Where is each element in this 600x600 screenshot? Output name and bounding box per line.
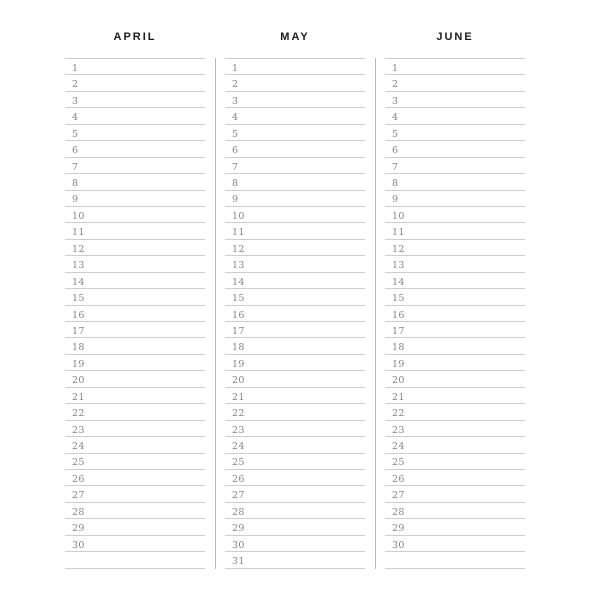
day-number: 31 (232, 556, 245, 568)
day-row (65, 519, 205, 535)
day-number: 14 (232, 276, 245, 288)
day-number: 29 (392, 523, 405, 535)
day-row (65, 289, 205, 305)
day-row (65, 322, 205, 338)
day-number: 7 (392, 161, 399, 173)
day-number: 15 (232, 293, 245, 305)
day-row (65, 108, 205, 124)
day-row (385, 388, 525, 404)
day-row (65, 75, 205, 91)
day-number: 22 (392, 408, 405, 420)
day-row (225, 404, 365, 420)
day-number: 10 (72, 210, 85, 222)
month-title-june: JUNE (436, 31, 474, 43)
day-row (65, 306, 205, 322)
day-row (385, 322, 525, 338)
day-number: 4 (232, 112, 239, 124)
day-row (65, 437, 205, 453)
day-row (65, 338, 205, 354)
month-title-april: APRIL (113, 31, 157, 43)
day-number: 23 (232, 424, 245, 436)
day-number: 24 (392, 441, 405, 452)
day-row (65, 92, 205, 108)
day-list-april (65, 58, 205, 569)
day-row (385, 306, 525, 322)
day-row (65, 503, 205, 519)
day-row (65, 355, 205, 371)
day-number: 20 (232, 375, 245, 387)
day-row (385, 486, 525, 502)
day-number: 14 (72, 276, 85, 288)
day-row (385, 371, 525, 387)
day-row (65, 454, 205, 470)
day-row (65, 191, 205, 207)
day-row (385, 519, 525, 535)
day-number: 22 (232, 408, 245, 420)
day-number: 18 (392, 342, 405, 354)
day-row (225, 437, 365, 453)
day-row (225, 207, 365, 223)
day-number: 18 (232, 342, 245, 354)
day-row (225, 306, 365, 322)
day-number: 13 (392, 260, 405, 272)
day-number: 5 (392, 128, 399, 140)
day-row (65, 421, 205, 437)
day-number: 1 (72, 62, 79, 74)
month-column-april (65, 31, 205, 569)
day-row (225, 108, 365, 124)
day-number: 14 (392, 276, 405, 288)
day-number: 27 (72, 490, 85, 502)
day-row (225, 75, 365, 91)
quarter-calendar (65, 31, 525, 569)
day-row (65, 486, 205, 502)
day-number: 6 (72, 145, 79, 157)
day-row (385, 158, 525, 174)
day-number: 13 (72, 260, 85, 272)
day-row (65, 470, 205, 486)
day-row (225, 371, 365, 387)
day-number: 26 (392, 473, 405, 485)
day-number: 5 (72, 128, 79, 140)
day-row (65, 388, 205, 404)
day-row (225, 240, 365, 256)
day-row (385, 289, 525, 305)
day-number: 10 (232, 210, 245, 222)
day-number: 16 (392, 309, 405, 321)
month-column-may (225, 31, 365, 569)
day-row (225, 486, 365, 502)
day-number: 17 (72, 325, 85, 337)
day-number: 27 (392, 490, 405, 502)
day-row (385, 75, 525, 91)
day-row (65, 240, 205, 256)
day-row (385, 207, 525, 223)
day-row (225, 388, 365, 404)
day-number: 24 (72, 441, 85, 452)
day-row (385, 437, 525, 453)
blank-row (385, 552, 525, 568)
day-row (385, 454, 525, 470)
blank-row (65, 552, 205, 568)
day-number: 4 (392, 112, 399, 124)
day-row (385, 338, 525, 354)
day-row (225, 536, 365, 552)
day-number: 5 (232, 128, 239, 140)
day-number: 10 (392, 210, 405, 222)
day-number: 24 (232, 441, 245, 452)
day-row (65, 141, 205, 157)
day-number: 29 (72, 523, 85, 535)
day-number: 12 (392, 243, 405, 255)
day-row (385, 223, 525, 239)
day-number: 30 (232, 539, 245, 551)
day-number: 25 (392, 457, 405, 469)
day-row (385, 59, 525, 75)
day-number: 17 (232, 325, 245, 337)
day-number: 25 (232, 457, 245, 469)
day-number: 1 (232, 62, 239, 74)
day-row (385, 404, 525, 420)
day-number: 23 (72, 424, 85, 436)
day-number: 2 (232, 79, 239, 91)
day-number: 30 (392, 539, 405, 551)
day-number: 25 (72, 457, 85, 469)
day-number: 19 (72, 358, 85, 370)
day-row (225, 174, 365, 190)
day-row (65, 125, 205, 141)
day-number: 9 (232, 194, 239, 206)
day-row (225, 273, 365, 289)
day-number: 3 (72, 95, 79, 107)
day-row (225, 552, 365, 568)
day-number: 18 (72, 342, 85, 354)
day-number: 9 (72, 194, 79, 206)
day-number: 1 (392, 62, 399, 74)
day-row (385, 174, 525, 190)
day-row (225, 256, 365, 272)
column-divider (215, 58, 216, 569)
day-row (65, 207, 205, 223)
day-row (225, 158, 365, 174)
day-number: 29 (232, 523, 245, 535)
day-number: 28 (232, 506, 245, 518)
day-row (385, 240, 525, 256)
day-row (65, 223, 205, 239)
day-row (385, 125, 525, 141)
day-number: 16 (232, 309, 245, 321)
day-row (225, 191, 365, 207)
day-row (225, 59, 365, 75)
day-row (225, 125, 365, 141)
day-number: 26 (72, 473, 85, 485)
day-number: 19 (392, 358, 405, 370)
day-number: 3 (392, 95, 399, 107)
day-row (385, 503, 525, 519)
day-number: 8 (232, 178, 239, 189)
day-list-june (385, 58, 525, 569)
day-row (385, 421, 525, 437)
day-number: 12 (232, 243, 245, 255)
day-number: 22 (72, 408, 85, 420)
day-row (385, 141, 525, 157)
day-number: 6 (232, 145, 239, 157)
day-row (385, 108, 525, 124)
day-row (385, 536, 525, 552)
day-row (225, 454, 365, 470)
day-row (225, 141, 365, 157)
day-row (65, 158, 205, 174)
day-number: 2 (72, 79, 79, 91)
day-number: 6 (392, 145, 399, 157)
day-number: 19 (232, 358, 245, 370)
day-row (65, 174, 205, 190)
day-number: 4 (72, 112, 79, 124)
day-number: 21 (72, 391, 85, 403)
day-number: 11 (72, 227, 85, 239)
day-row (385, 92, 525, 108)
day-row (385, 470, 525, 486)
day-number: 20 (72, 375, 85, 387)
day-row (225, 223, 365, 239)
day-row (225, 519, 365, 535)
day-number: 20 (392, 375, 405, 387)
day-row (225, 503, 365, 519)
day-number: 28 (72, 506, 85, 518)
day-row (225, 322, 365, 338)
day-number: 23 (392, 424, 405, 436)
day-number: 13 (232, 260, 245, 272)
day-row (65, 256, 205, 272)
day-row (65, 273, 205, 289)
day-row (385, 191, 525, 207)
day-number: 15 (392, 293, 405, 305)
day-row (65, 536, 205, 552)
day-number: 21 (232, 391, 245, 403)
day-number: 17 (392, 325, 405, 337)
day-row (385, 273, 525, 289)
day-row (225, 92, 365, 108)
column-divider (375, 58, 376, 569)
day-number: 21 (392, 391, 405, 403)
day-row (385, 256, 525, 272)
day-number: 30 (72, 539, 85, 551)
day-number: 2 (392, 79, 399, 91)
day-number: 26 (232, 473, 245, 485)
month-title-may: MAY (280, 31, 310, 43)
day-number: 15 (72, 293, 85, 305)
day-number: 28 (392, 506, 405, 518)
day-number: 7 (232, 161, 239, 173)
day-row (65, 371, 205, 387)
day-number: 3 (232, 95, 239, 107)
day-number: 12 (72, 243, 85, 255)
day-list-may (225, 58, 365, 569)
day-number: 11 (392, 227, 405, 239)
day-row (385, 355, 525, 371)
day-number: 8 (392, 178, 399, 189)
day-number: 16 (72, 309, 85, 321)
day-row (225, 355, 365, 371)
day-number: 8 (72, 178, 79, 189)
day-number: 9 (392, 194, 399, 206)
day-number: 7 (72, 161, 79, 173)
day-number: 27 (232, 490, 245, 502)
day-row (225, 338, 365, 354)
day-row (225, 421, 365, 437)
day-row (65, 59, 205, 75)
day-number: 11 (232, 227, 245, 239)
month-column-june (385, 31, 525, 569)
day-row (225, 289, 365, 305)
day-row (65, 404, 205, 420)
day-row (225, 470, 365, 486)
